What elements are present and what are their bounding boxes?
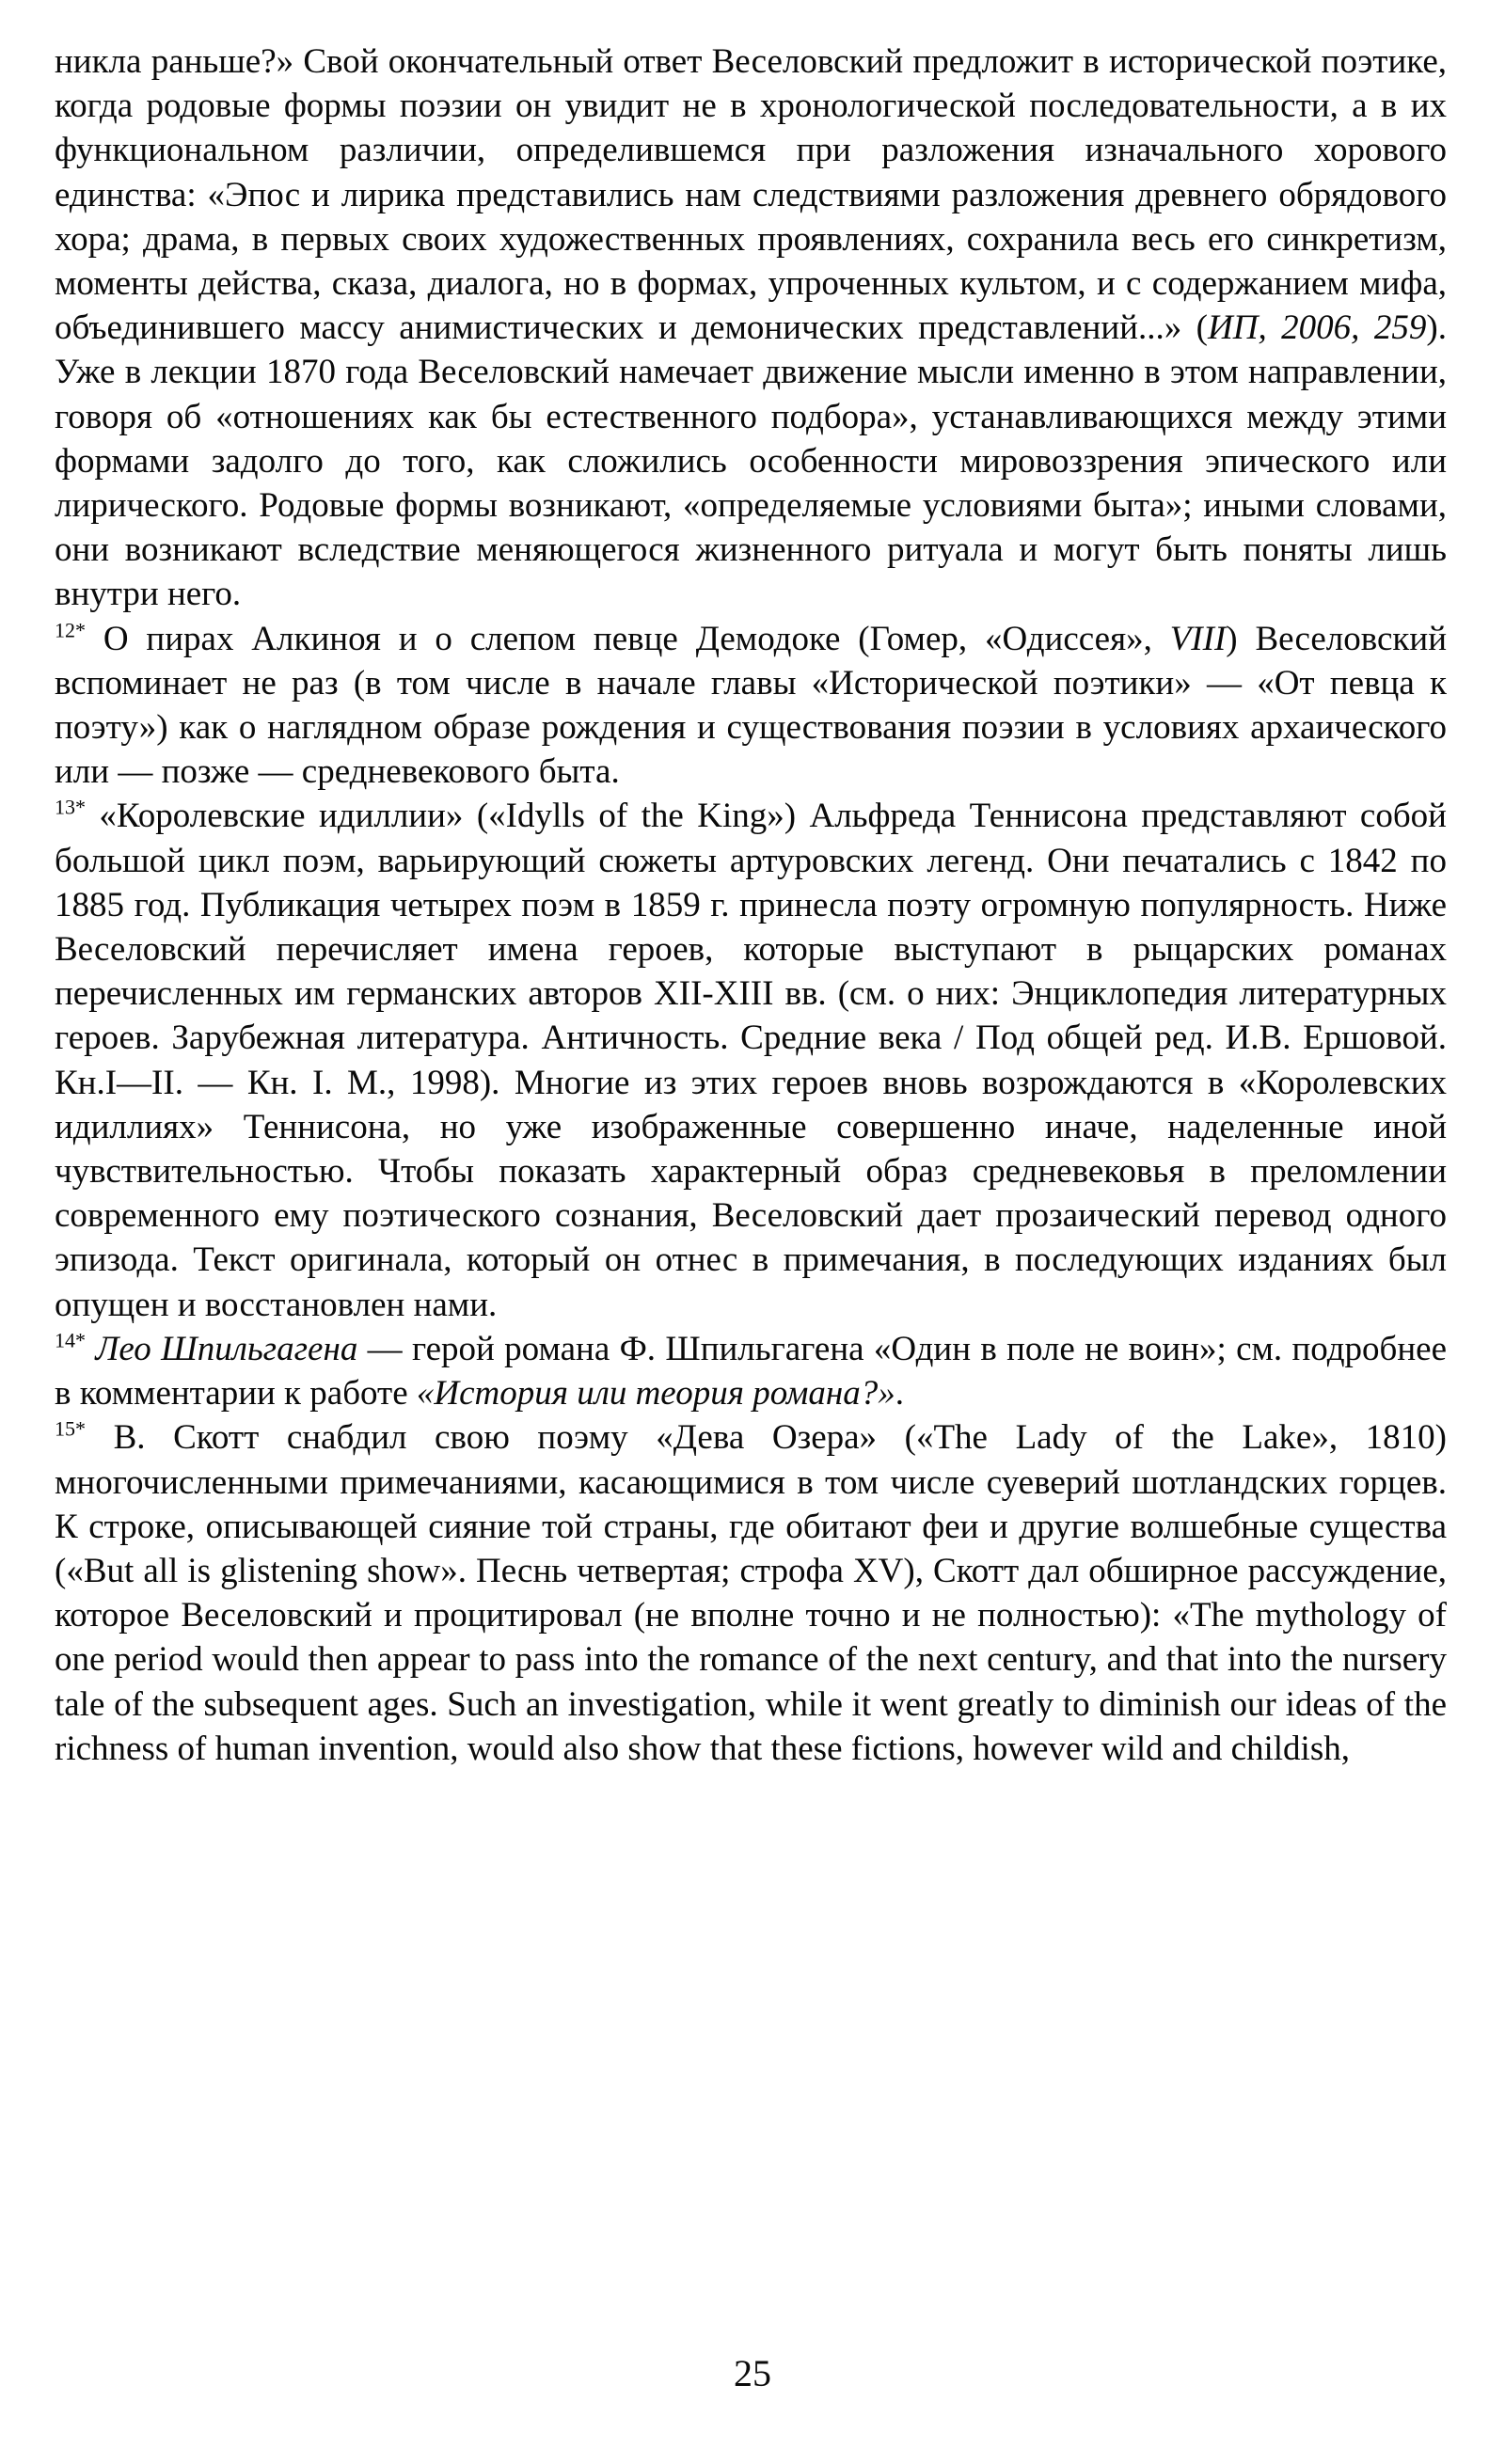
- paragraph: [55, 39, 1447, 617]
- italic-text: «История или теория романа?»: [416, 1374, 895, 1414]
- footnote-marker: 15*: [55, 1416, 86, 1441]
- italic-text: ИП, 2006, 259: [1208, 308, 1427, 348]
- italic-text: VIII: [1169, 619, 1227, 658]
- text-segment: «Королевские идиллии» («Idylls of the King») Альфреда Теннисона представляют собой большой цикл поэм, варьирующий сюжеты артуровских легенд. Они печатались с 1842 по 1885 год. Публикация четырех поэм в 1859 г. принесла поэту огромную популярность. Ниже Веселовский перечисляет имена героев, которые выступают в рыцарских романах перечисленных им германских авторов XII-XIII вв. (см. о них: Энциклопедия литературных героев. Зарубежная литература. Античность. Средние века / Под общей ред. И.В. Ершовой. Кн.I—II. — Кн. I. М., 1998). Многие из этих героев вновь возрождаются в «Королевских идиллиях» Теннисона, но уже изображенные совершенно иначе, наделенные иной чувствительностью. Чтобы показать характерный образ средневековья в преломлении современного ему поэтического сознания, Веселовский дает прозаический перевод одного эпизода. Текст оригинала, который он отнес в примечания, в последующих изданиях был опущен и восстановлен нами.: [55, 797, 1447, 1324]
- footnote-15: [55, 1415, 1447, 1771]
- footnote-marker: 14*: [55, 1328, 86, 1352]
- text-segment: [86, 1330, 95, 1368]
- text-segment: .: [895, 1374, 904, 1414]
- italic-text: Лео Шпильгагена: [95, 1329, 358, 1368]
- page-number: 25: [734, 2352, 771, 2394]
- text-segment: — герой романа Ф. Шпильгагена «Один в поле не воин»; см. подробнее в комментарии к работе: [55, 1329, 1447, 1414]
- footnote-marker: 13*: [55, 796, 86, 820]
- text-column: [55, 39, 1447, 1771]
- footnote-marker: 12*: [55, 618, 86, 642]
- text-segment: ). Уже в лекции 1870 года Веселовский намечает движение мысли именно в этом направлении, говоря об «отношениях как бы естественного подбора», устанавливающихся между этими формами задолго до того, как сложились особенности мировоззрения эпического или лирического. Родовые формы возникают, «определяемые условиями быта»; иными словами, они возникают вследствие меняющегося жизненного ритуала и могут быть поняты лишь внутри него.: [55, 308, 1447, 614]
- text-segment: В. Скотт снабдил свою поэму «Дева Озера» («The Lady of the Lake», 1810) многочисленными примечаниями, касающимися в том числе суеверий шотландских горцев. К строке, описывающей сияние той страны, где обитают феи и другие волшебные существа («But all is glistening show». Песнь четвертая; строфа XV), Скотт дал обширное рассуждение, которое Веселовский и процитировал (не вполне точно и не полностью): «The mythology of one period would then appear to pass into the romance of the next century, and that into the nursery tale of the subsequent ages. Such an investigation, while it went greatly to diminish our ideas of the richness of human invention, would also show that these fictions, however wild and childish,: [55, 1418, 1447, 1768]
- footnote-13: [55, 794, 1447, 1326]
- text-segment: ) Веселовский вспоминает не раз (в том числе в начале главы «Исторической поэтики» — «От певца к поэту») как о наглядном образе рождения и существования поэзии в условиях архаического или — позже — средневекового быта.: [55, 619, 1447, 792]
- footnote-14: [55, 1327, 1447, 1415]
- footnote-12: [55, 617, 1447, 795]
- page-body: [55, 39, 1447, 1771]
- text-segment: О пирах Алкиноя и о слепом певце Демодоке (Гомер, «Одиссея»,: [86, 619, 1170, 658]
- text-segment: никла раньше?» Свой окончательный ответ Веселовский предложит в исторической поэтике, когда родовые формы поэзии он увидит не в хронологической последовательности, а в их функциональном различии, определившемся при разложения изначального хорового единства: «Эпос и лирика представились нам следствиями разложения древнего обрядового хора; драма, в первых своих художественных проявлениях, сохранила весь его синкретизм, моменты действа, сказа, диалога, но в формах, упроченных культом, и с содержанием мифа, объединившего массу анимистических и демонических представлений...» (: [55, 42, 1447, 348]
